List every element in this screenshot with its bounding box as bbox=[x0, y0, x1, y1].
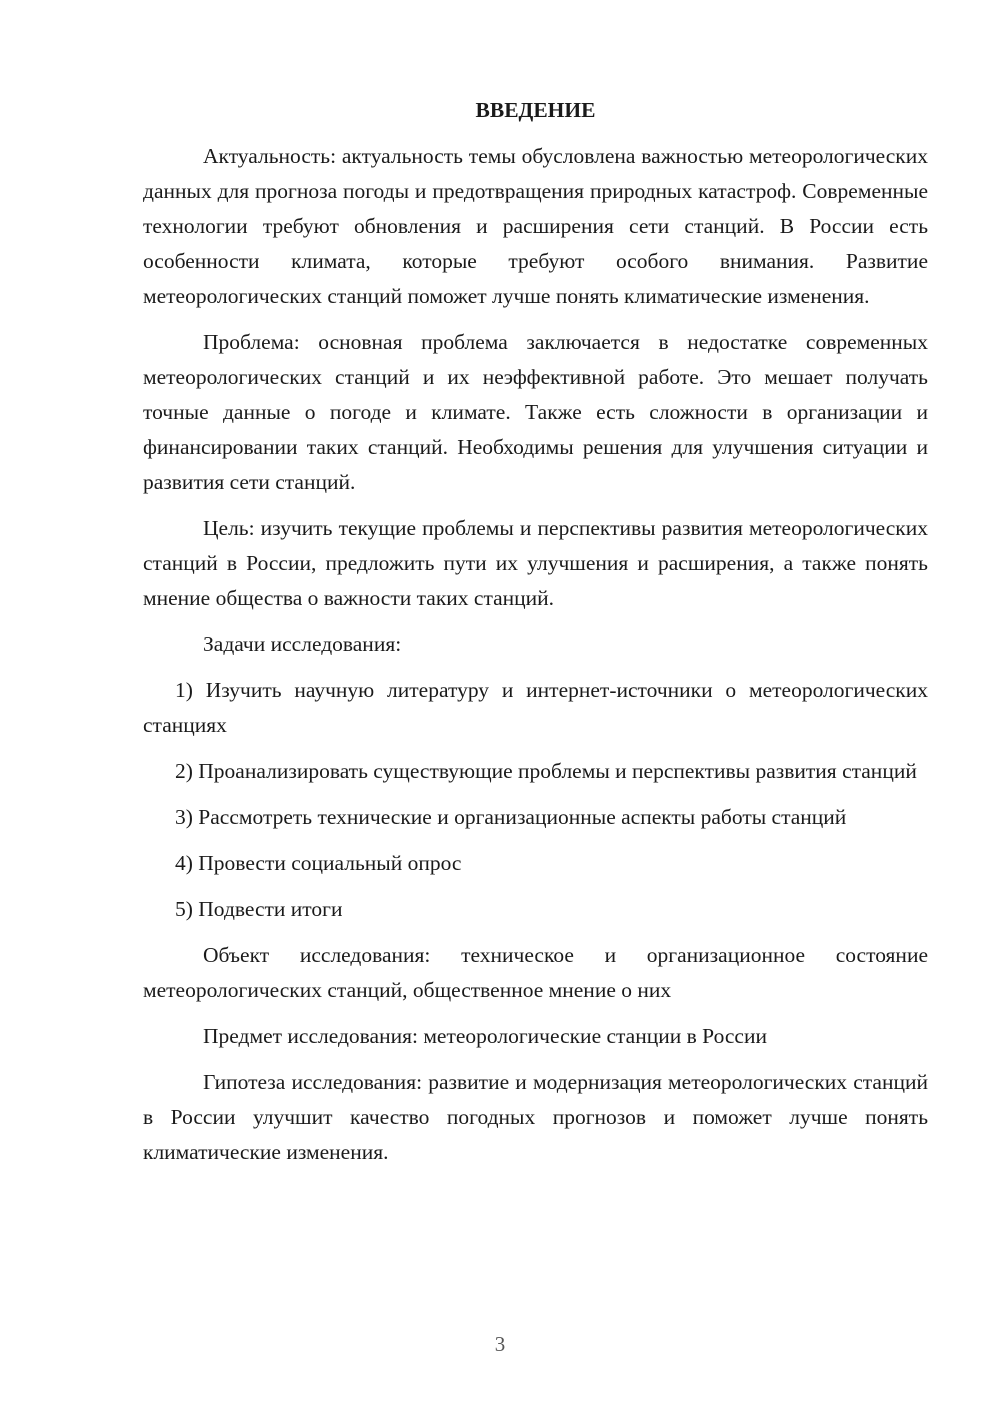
task-item-3: 3) Рассмотреть технические и организационные аспекты работы станций bbox=[175, 805, 847, 829]
task-item-4: 4) Провести социальный опрос bbox=[175, 851, 462, 875]
task-item-5: 5) Подвести итоги bbox=[175, 897, 343, 921]
paragraph-goal: Цель: изучить текущие проблемы и перспективы развития метеорологических станций в России, предложить пути их улучшения и расширения, а также понять мнение общества о важности таких станций. bbox=[143, 516, 928, 610]
task-item-2: 2) Проанализировать существующие проблемы и перспективы развития станций bbox=[175, 759, 917, 783]
task-item-1: 1) Изучить научную литературу и интернет-источники о метеорологических станциях bbox=[143, 678, 928, 737]
tasks-heading: Задачи исследования: bbox=[203, 632, 402, 656]
paragraph-relevance: Актуальность: актуальность темы обусловлена важностью метеорологических данных для прогноза погоды и предотвращения природных катастроф. Современные технологии требуют обновления и расширения сети станций. В России есть особенности климата, которые требуют особого внимания. Развитие метеорологических станций поможет лучше понять климатические изменения. bbox=[143, 144, 928, 308]
document-body bbox=[143, 95, 928, 1181]
paragraph-object: Объект исследования: техническое и организационное состояние метеорологических станций, общественное мнение о них bbox=[143, 943, 928, 1002]
paragraph-subject: Предмет исследования: метеорологические станции в России bbox=[203, 1024, 767, 1048]
section-title: ВВЕДЕНИЕ bbox=[475, 98, 596, 122]
page-number: 3 bbox=[494, 1332, 506, 1356]
paragraph-problem: Проблема: основная проблема заключается в недостатке современных метеорологических станций и их неэффективной работе. Это мешает получать точные данные о погоде и климате. Также есть сложности в организации и финансировании таких станций. Необходимы решения для улучшения ситуации и развития сети станций. bbox=[143, 330, 928, 494]
paragraph-hypothesis: Гипотеза исследования: развитие и модернизация метеорологических станций в России улучшит качество погодных прогнозов и поможет лучше понять климатические изменения. bbox=[143, 1070, 928, 1164]
